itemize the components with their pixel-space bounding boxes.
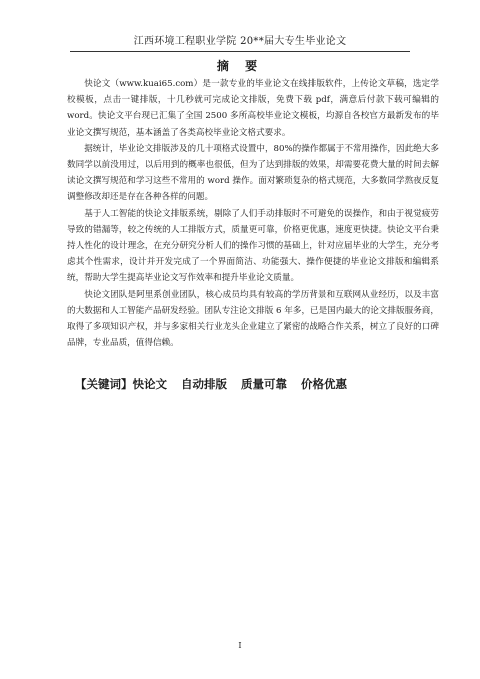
keyword-1: 快论文 [132, 377, 167, 391]
keyword-3: 质量可靠 [241, 377, 287, 391]
page-number: I [238, 641, 242, 650]
abstract-title: 摘 要 [216, 59, 264, 73]
keywords-label: 【关键词】 [75, 377, 133, 391]
abstract-paragraph-1: 快论文（www.kuai65.com）是一款专业的毕业论文在线排版软件，上传论文草稿，选定学校模板，点击一键排版，十几秒就可完成论文排版，免费下载 pdf，满意后付款下载可编辑的 word。快论文平台现已汇集了全国 2500 多所高校毕业论文模板，均源自各校官方最新发布的毕业论文撰写规范，基本涵盖了各类高校毕业论文格式要求。 [67, 79, 439, 138]
abstract-paragraph-4: 快论文团队是阿里系创业团队，核心成员均具有较高的学历背景和互联网从业经历，以及丰富的大数据和人工智能产品研发经验。团队专注论文排版 6 年多，已是国内最大的论文排版服务商，取得了多项知识产权，并与多家相关行业龙头企业建立了紧密的战略合作关系，树立了良好的口碑品牌，专业品质，值得信赖。 [67, 289, 439, 349]
abstract-body [67, 76, 439, 351]
page-header: 江西环境工程职业学院 20**届大专生毕业论文 [133, 36, 347, 47]
abstract-paragraph-2: 据统计，毕业论文排版涉及的几十项格式设置中，80%的操作都属于不常用操作，因此绝大多数同学以前没用过，以后用到的概率也很低，但为了达到排版的效果，却需要花费大量的时间去解读论文撰写规范和学习这些不常用的 word 操作。面对繁琐复杂的格式规范，大多数同学熬夜反复调整修改却还是存在各种各样的问题。 [67, 143, 439, 203]
header-divider [70, 51, 410, 52]
keyword-2: 自动排版 [181, 377, 227, 391]
keywords-line [75, 377, 361, 391]
keyword-4: 价格优惠 [301, 377, 347, 391]
abstract-paragraph-3: 基于人工智能的快论文排版系统，剔除了人们手动排版时不可避免的误操作，和由于视觉疲劳导致的错漏等，较之传统的人工排版方式，质量更可靠，价格更优惠，速度更快捷。快论文平台秉持人性化的设计理念，在充分研究分析人们的操作习惯的基础上，针对应届毕业的大学生，充分考虑其个性需求，设计并开发完成了一个界面简洁、功能强大、操作便捷的毕业论文排版和编辑系统，帮助大学生提高毕业论文写作效率和提升毕业论文质量。 [67, 208, 439, 284]
